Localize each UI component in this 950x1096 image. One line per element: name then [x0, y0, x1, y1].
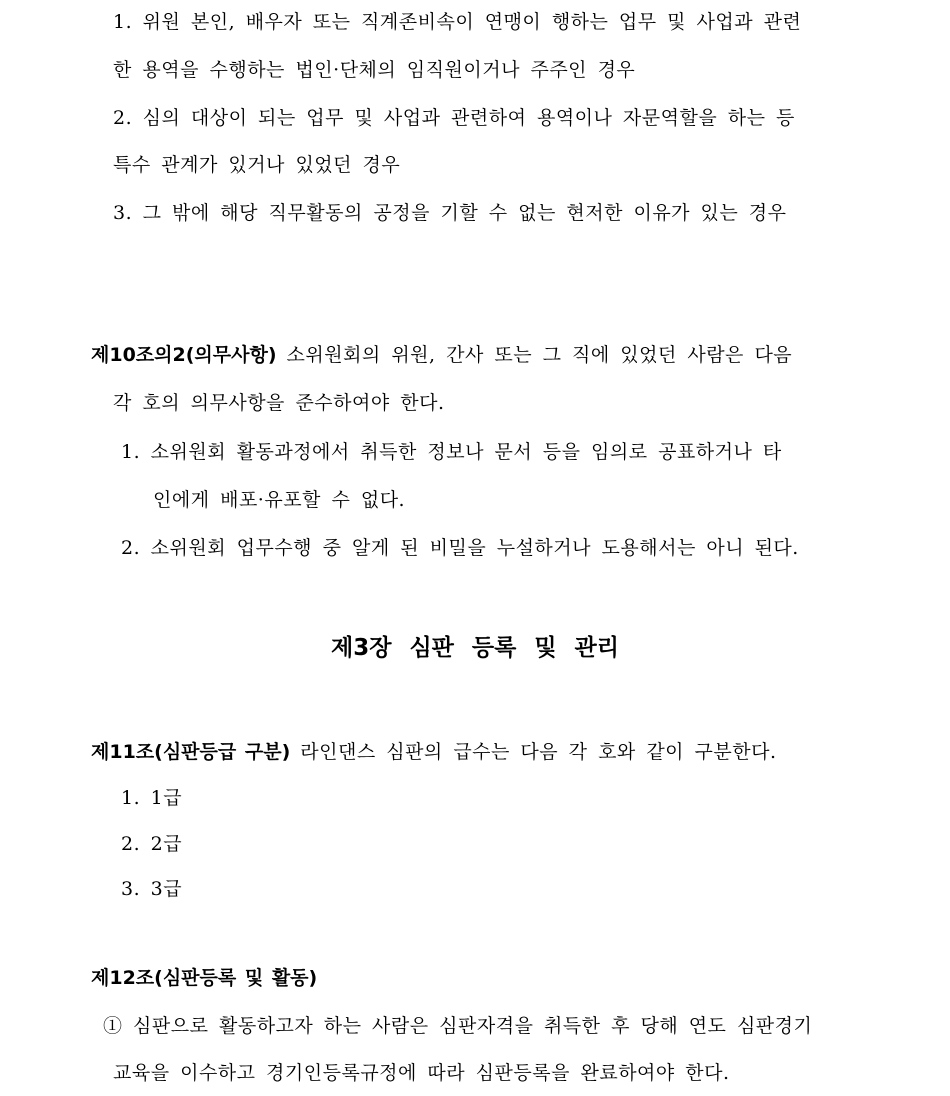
article9-item1-line2: 한 용역을 수행하는 법인·단체의 임직원이거나 주주인 경우 — [113, 59, 636, 81]
article11-item: 1. 1급 — [121, 787, 183, 809]
article12-para1-line2: 교육을 이수하고 경기인등록규정에 따라 심판등록을 완료하여야 한다. — [113, 1062, 730, 1084]
article10-2-item2: 2. 소위원회 업무수행 중 알게 된 비밀을 누설하거나 도용해서는 아니 된다. — [121, 537, 799, 559]
article11-item: 3. 3급 — [121, 878, 183, 900]
article12-para1-line1: ① 심판으로 활동하고자 하는 사람은 심판자격을 취득한 후 당해 연도 심판경기 — [103, 1015, 813, 1037]
article11-heading: 제11조(심판등급 구분) — [91, 741, 291, 763]
article10-2-heading: 제10조의2(의무사항) — [91, 344, 277, 366]
article11-item: 2. 2급 — [121, 833, 183, 855]
article9-item1-line1: 1. 위원 본인, 배우자 또는 직계존비속이 연맹이 행하는 업무 및 사업과 관련 — [113, 11, 802, 33]
article10-2-item1-line2: 인에게 배포·유포할 수 없다. — [153, 489, 406, 511]
article9-item2-line2: 특수 관계가 있거나 있었던 경우 — [113, 154, 401, 176]
article10-2-body-line2: 각 호의 의무사항을 준수하여야 한다. — [113, 392, 445, 414]
article9-item2-line1: 2. 심의 대상이 되는 업무 및 사업과 관련하여 용역이나 자문역할을 하는 등 — [113, 107, 795, 129]
article11-body: 라인댄스 심판의 급수는 다음 각 호와 같이 구분한다. — [300, 741, 777, 763]
article10-2-line1 — [91, 343, 792, 367]
article10-2-body-line1: 소위원회의 위원, 간사 또는 그 직에 있었던 사람은 다음 — [286, 344, 793, 366]
chapter-title: 제3장 심판 등록 및 관리 — [331, 635, 619, 661]
article12-heading: 제12조(심판등록 및 활동) — [91, 967, 318, 989]
article11-line1 — [91, 740, 777, 764]
article9-item3: 3. 그 밖에 해당 직무활동의 공정을 기할 수 없는 현저한 이유가 있는 경우 — [113, 202, 787, 224]
article10-2-item1-line1: 1. 소위원회 활동과정에서 취득한 정보나 문서 등을 임의로 공표하거나 타 — [121, 441, 782, 463]
